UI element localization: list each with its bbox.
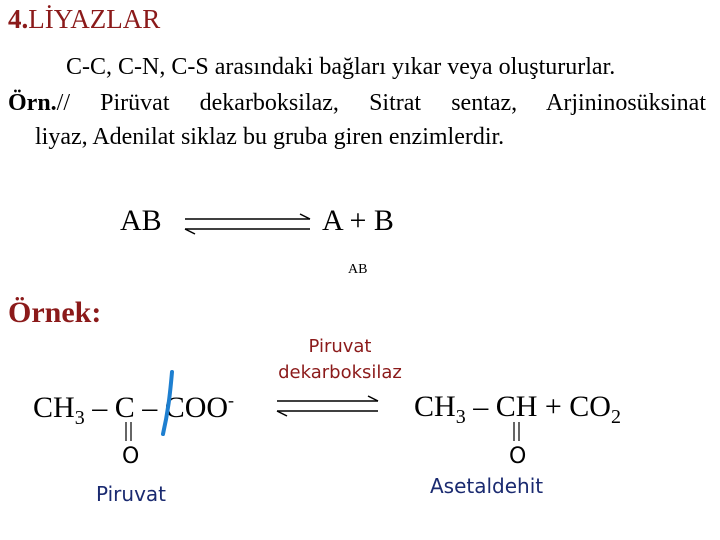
product-sub: 3 [455,406,466,428]
reactant-oxygen: O [122,444,140,469]
paragraph-line-2-text: // Pirüvat dekarboksilaz, Sitrat sentaz, Arjininosüksinat [56,90,706,116]
product-oxygen: O [509,444,527,469]
reactant-ch: CH [33,391,75,424]
product-sub2: 2 [610,406,621,428]
reactant-chain: – C – COO [84,391,229,424]
reactant-charge: - [228,390,235,410]
product-chain: – CH + CO [465,390,611,423]
reactant-sub: 3 [74,407,85,429]
equilibrium-arrow-general [185,214,310,234]
paragraph-line-1: C-C, C-N, C-S arasındaki bağları yıkar veya oluştururlar. [66,54,616,80]
section-title-text: LİYAZLAR [28,4,161,34]
reaction-below-label: AB [348,262,368,277]
product-name: Asetaldehit [430,474,544,498]
reaction-left-side: AB [120,204,162,237]
equilibrium-arrow-example [277,396,378,416]
product-double-bond [514,422,519,441]
paragraph-line-3: liyaz, Adenilat siklaz bu gruba giren enzimlerdir. [35,124,505,150]
example-abbrev: Örn. [8,90,57,116]
reactant-double-bond [126,422,131,441]
reaction-right-side: A + B [322,204,394,237]
enzyme-label: Piruvat dekarboksilaz [278,336,402,383]
section-number: 4. [8,4,29,34]
product-ch: CH [414,390,456,423]
reactant-name: Piruvat [96,482,167,506]
example-heading: Örnek: [8,296,102,329]
bond-cleavage-mark [163,372,172,434]
